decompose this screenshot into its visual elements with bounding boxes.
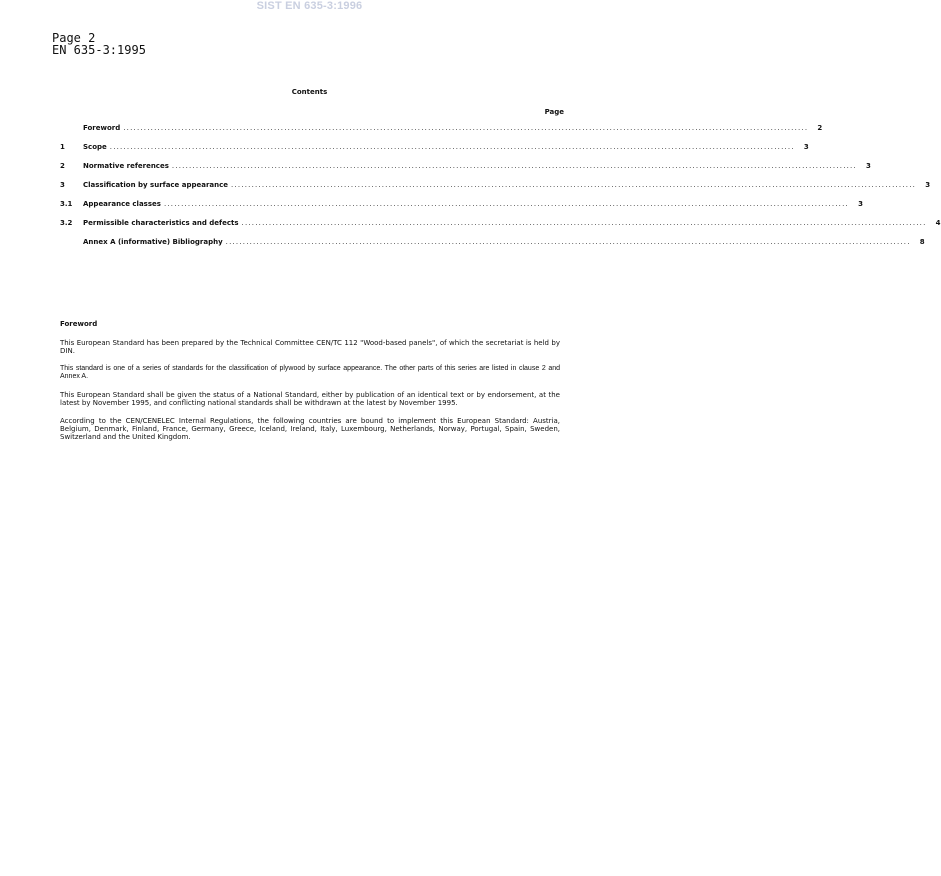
toc-leader-dots: ........................................................................................................................................................................................................: [109, 143, 795, 151]
standard-number: EN 635-3:1995: [52, 43, 146, 57]
toc-page-number: 3: [866, 162, 871, 170]
foreword-paragraph: This European Standard shall be given the status of a National Standard, either by publication of an identical text or by endorsement, at the latest by November 1995, and conflicting national standards shall be withdrawn at the latest by November 1995.: [60, 391, 560, 407]
toc-label: Foreword: [83, 124, 121, 132]
toc-number: 2: [60, 162, 65, 170]
toc-row[interactable]: [60, 219, 941, 238]
toc-page-number: 8: [919, 238, 925, 246]
toc-page-number: 3: [858, 200, 863, 208]
toc-number: 3.1: [60, 200, 73, 208]
toc-page-number: 2: [817, 124, 823, 132]
toc-row[interactable]: [60, 124, 823, 143]
table-of-contents: [60, 124, 941, 257]
toc-leader-dots: ........................................................................................................................................................................................................: [171, 162, 857, 170]
foreword-paragraph: This standard is one of a series of standards for the classification of plywood by surface appearance. The other parts of this series are listed in clause 2 and Annex A.: [60, 365, 560, 380]
toc-row[interactable]: [60, 238, 925, 257]
toc-label: Classification by surface appearance: [83, 181, 229, 189]
foreword-heading: Foreword: [60, 320, 98, 328]
foreword-paragraph: This European Standard has been prepared by the Technical Committee CEN/TC 112 "Wood-based panels", of which the secretariat is held by DIN.: [60, 339, 560, 355]
toc-row[interactable]: [60, 200, 863, 219]
page-number: Page 2: [52, 31, 96, 45]
toc-page-number: 4: [935, 219, 941, 227]
toc-label: Permissible characteristics and defects: [83, 219, 239, 227]
toc-page-column-label: Page: [544, 108, 564, 116]
toc-number: 1: [60, 143, 65, 151]
toc-label: Normative references: [83, 162, 169, 170]
toc-leader-dots: ........................................................................................................................................................................................................: [123, 124, 809, 132]
toc-leader-dots: ........................................................................................................................................................................................................: [225, 238, 911, 246]
toc-label: Scope: [83, 143, 107, 151]
contents-title: Contents: [291, 88, 328, 96]
page-header: [52, 32, 146, 56]
toc-leader-dots: ........................................................................................................................................................................................................: [241, 219, 927, 227]
toc-label: Appearance classes: [83, 200, 161, 208]
toc-row[interactable]: [60, 162, 871, 181]
toc-row[interactable]: [60, 181, 931, 200]
toc-page-number: 3: [925, 181, 931, 189]
foreword-section: [60, 320, 560, 451]
watermark: SIST EN 635-3:1996: [256, 0, 363, 12]
toc-number: 3.2: [60, 219, 73, 227]
foreword-paragraph: According to the CEN/CENELEC Internal Regulations, the following countries are bound to implement this European Standard: Austria, Belgium, Denmark, Finland, France, Germany, Greece, Iceland, Ireland, Italy, Luxembourg, Netherlands, Norway, Portugal, Spain, Sweden, Switzerland and the United Kingdom.: [60, 417, 560, 441]
toc-label: Annex A (informative) Bibliography: [83, 238, 223, 246]
toc-page-number: 3: [803, 143, 809, 151]
toc-row[interactable]: [60, 143, 809, 162]
toc-leader-dots: ........................................................................................................................................................................................................: [231, 181, 917, 189]
toc-number: 3: [60, 181, 65, 189]
toc-leader-dots: ........................................................................................................................................................................................................: [163, 200, 849, 208]
